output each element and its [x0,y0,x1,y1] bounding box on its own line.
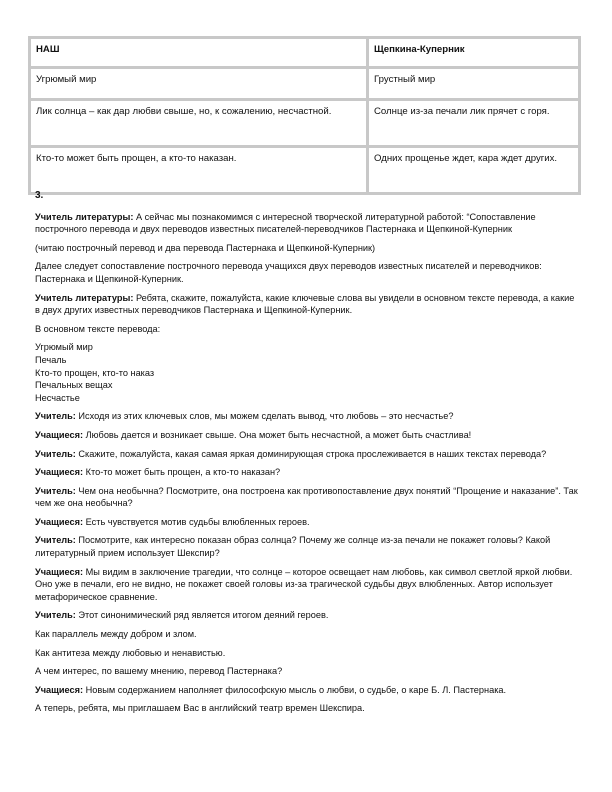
list-item: Кто-то прощен, кто-то наказ [35,367,155,378]
table-cell: Угрюмый мир [30,68,368,100]
keyword-list [35,341,580,404]
dialogue-line [35,628,580,641]
dialogue-text: Как параллель между добром и злом. [35,629,197,640]
list-item: Печальных вещах [35,380,113,391]
dialogue-line [35,566,580,604]
table-header-cell: Щепкина-Куперник [368,38,580,68]
table-cell: Лик солнца – как дар любви свыше, но, к сожалению, несчастной. [30,100,368,147]
dialogue-line [35,448,580,461]
dialogue-text: Любовь дается и возникает свыше. Она может быть несчастной, а может быть счастлива! [83,429,472,440]
speaker-label: Учитель: [35,448,76,459]
paragraph [35,242,580,255]
dialogue-line [35,410,580,423]
paragraph-text: (читаю построчный перевод и два перевода Пастернака и Щепкиной-Куперник) [35,242,376,253]
table-header-cell: НАШ [30,38,368,68]
list-item: Несчастье [35,392,80,403]
translation-comparison-table [28,36,581,195]
dialogue-text: Есть чувствуется мотив судьбы влюбленных героев. [83,516,310,527]
table-row [30,100,580,147]
speaker-label: Учащиеся: [35,684,84,695]
paragraph-text: Ребята, скажите, пожалуйста, какие ключевые слова вы увидели в основном тексте перевода, а какие в двух других известных переводчиков Пастернака и Щепкиной-Куперник. [35,292,575,316]
dialogue-text: Как антитеза между любовью и ненавистью. [35,647,226,658]
list-item: Угрюмый мир [35,342,93,353]
dialogue-text: Скажите, пожалуйста, какая самая яркая доминирующая строка прослеживается в наших текстах перевода? [75,448,547,459]
dialogue-text: А чем интерес, по вашему мнению, перевод Пастернака? [35,666,283,677]
table-cell: Грустный мир [368,68,580,100]
list-item: Печаль [35,354,67,365]
dialogue-line [35,429,580,442]
table-row [30,68,580,100]
document-body [35,190,580,721]
speaker-label: Учитель: [35,535,76,546]
paragraph-text: В основном тексте перевода: [35,323,161,334]
table-cell: Одних прощенье ждет, кара ждет других. [368,147,580,194]
speaker-label: Учитель литературы: [35,292,134,303]
speaker-label: Учащиеся: [35,566,84,577]
dialogue-line [35,485,580,510]
paragraph [35,292,580,317]
table-cell: Кто-то может быть прощен, а кто-то наказан. [30,147,368,194]
dialogue-text: Этот синонимический ряд является итогом деяний героев. [75,610,329,621]
speaker-label: Учащиеся: [35,516,84,527]
speaker-label: Учащиеся: [35,429,84,440]
dialogue-text: Новым содержанием наполняет философскую мысль о любви, о судьбе, о каре Б. Л. Пастернака. [83,684,507,695]
dialogue-line [35,665,580,678]
speaker-label: Учитель: [35,610,76,621]
paragraph-text: Далее следует сопоставление построчного перевода учащихся двух переводов известных писателей и переводчиков: Пастернака и Щепкиной-Куперник. [35,261,542,284]
paragraph [35,211,580,236]
dialogue-line [35,466,580,479]
paragraph [35,323,580,336]
dialogue-text: Исходя из этих ключевых слов, мы можем сделать вывод, что любовь – это несчастье? [75,411,454,422]
table-row [30,147,580,194]
dialogue-text: А теперь, ребята, мы приглашаем Вас в английский театр времен Шекспира. [35,703,365,714]
speaker-label: Учитель литературы: [35,211,134,222]
table-cell: Солнце из-за печали лик прячет с горя. [368,100,580,147]
dialogue-text: Посмотрите, как интересно показан образ солнца? Почему же солнце из-за печали не покажет головы? Какой литературный прием использует Шекспир? [35,535,551,559]
paragraph [35,260,580,285]
paragraph-text: А сейчас мы познакомимся с интересной творческой литературной работой: “Сопоставление построчного перевода и двух переводов известных писателей-переводчиков Пастернака и Щепкиной-Куперник [35,211,536,235]
table-header-row [30,38,580,68]
section-number: 3. [35,190,44,201]
dialogue-text: Кто-то может быть прощен, а кто-то наказан? [83,467,281,478]
dialogue-line [35,534,580,559]
dialogue-line [35,684,580,697]
dialogue-line [35,609,580,622]
dialogue-line [35,516,580,529]
speaker-label: Учитель: [35,485,76,496]
dialogue-text: Мы видим в заключение трагедии, что солнце – которое освещает нам любовь, как символ светлой яркой любви. Оно уже в печали, его не видно, не покажет своей головы из-за трагической судьбы двух влюбленных. Автор использует метафорическое сравнение. [35,566,573,602]
speaker-label: Учащиеся: [35,467,84,478]
dialogue-line [35,647,580,660]
speaker-label: Учитель: [35,411,76,422]
dialogue-text: Чем она необычна? Посмотрите, она построена как противопоставление двух понятий “Прощение и наказание”. Так чем же она необычна? [35,485,578,509]
dialogue-line [35,702,580,715]
